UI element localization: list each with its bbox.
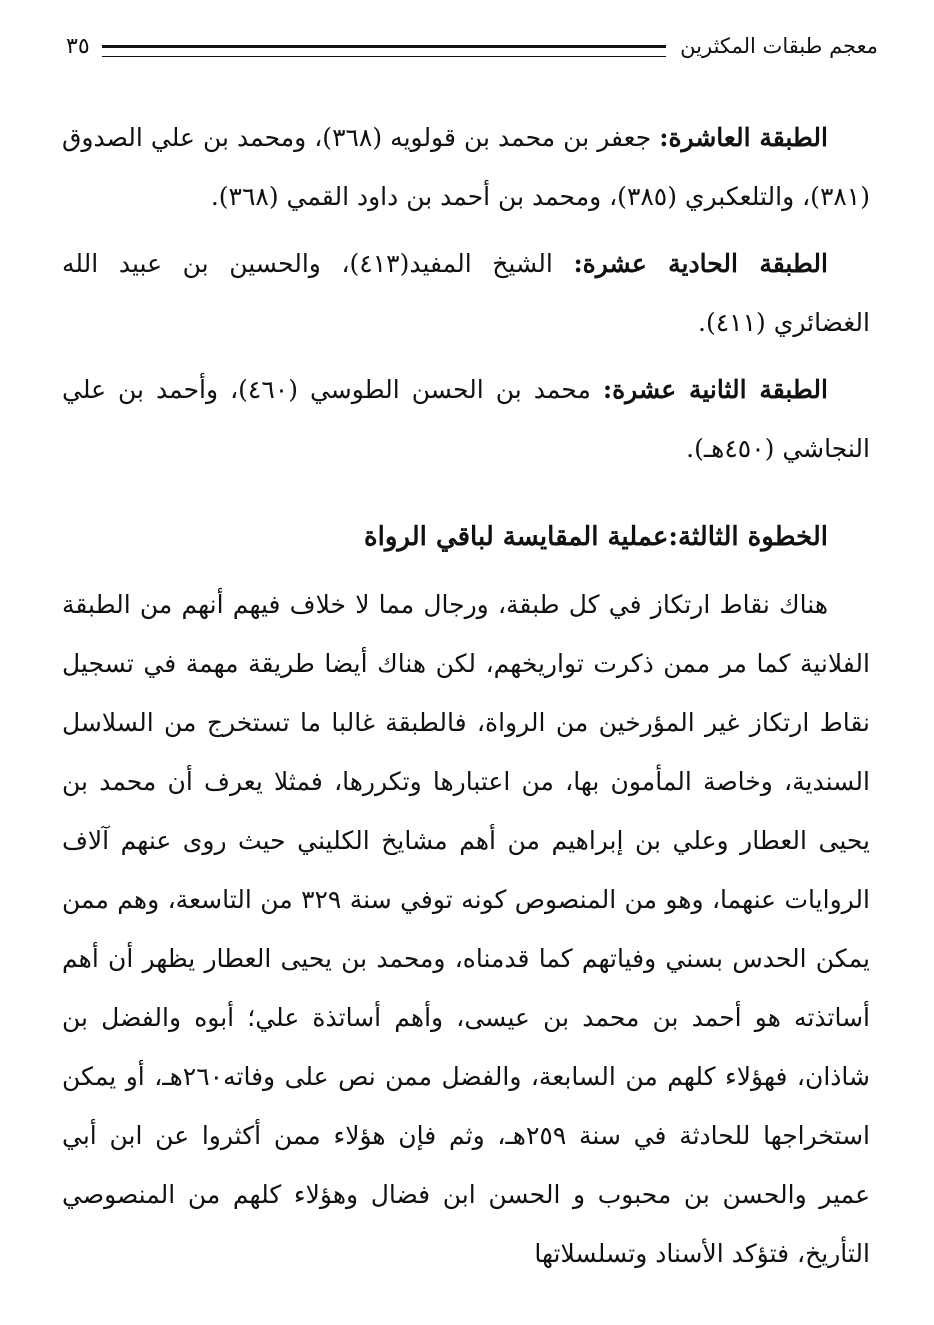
running-header <box>66 26 878 66</box>
header-rule <box>102 45 667 57</box>
paragraph-tier-10 <box>62 108 870 226</box>
tier-label: الطبقة الثانية عشرة: <box>602 375 828 404</box>
tier-label: الطبقة العاشرة: <box>659 123 828 152</box>
tier-label: الطبقة الحادية عشرة: <box>573 249 828 278</box>
body-text <box>62 108 870 1283</box>
tier-text: الشيخ المفيد(٤١٣)، والحسين بن عبيد الله الغضائري (٤١١). <box>62 249 870 337</box>
paragraph-tier-11 <box>62 234 870 352</box>
tier-text: محمد بن الحسن الطوسي (٤٦٠)، وأحمد بن علي النجاشي (٤٥٠هـ). <box>62 375 870 463</box>
section-heading: الخطوة الثالثة:عملية المقايسة لباقي الرواة <box>364 522 828 552</box>
page-number: ٣٥ <box>66 33 90 59</box>
book-title: معجم طبقات المكثرين <box>680 34 878 58</box>
main-paragraph: هناك نقاط ارتكاز في كل طبقة، ورجال مما لا خلاف فيهم أنهم من الطبقة الفلانية كما مر ممن ذكرت تواريخهم، لكن هناك أيضا طريقة مهمة في تسجيل نقاط ارتكاز غير المؤرخين من الرواة، فالطبقة غالبا ما تستخرج من السلاسل السندية، وخاصة المأمون بها، من اعتبارها وتكررها، فمثلا يعرف أن محمد بن يحيى العطار وعلي بن إبراهيم من أهم مشايخ الكليني حيث روى عنهم آلاف الروايات عنهما، وهو من المنصوص كونه توفي سنة ٣٢٩ من التاسعة، وهم ممن يمكن الحدس بسني وفياتهم كما قدمناه، ومحمد بن يحيى العطار يظهر أن أهم أساتذته هو أحمد بن محمد بن عيسى، وأهم أساتذة علي؛ أبوه والفضل بن شاذان، فهؤلاء كلهم من السابعة، والفضل ممن نص على وفاته٢٦٠هـ، أو يمكن استخراجها للحادثة في سنة ٢٥٩هـ، وثم فإن هؤلاء ممن أكثروا عن ابن أبي عمير والحسن بن محبوب و الحسن ابن فضال وهؤلاء كلهم من المنصوصي التأريخ، فتؤكد الأسناد وتسلسلاتها <box>62 590 870 1268</box>
paragraph-tier-12 <box>62 360 870 478</box>
tier-text: جعفر بن محمد بن قولويه (٣٦٨)، ومحمد بن علي الصدوق (٣٨١)، والتلعكبري (٣٨٥)، ومحمد بن أحمد بن داود القمي (٣٦٨). <box>62 123 870 211</box>
